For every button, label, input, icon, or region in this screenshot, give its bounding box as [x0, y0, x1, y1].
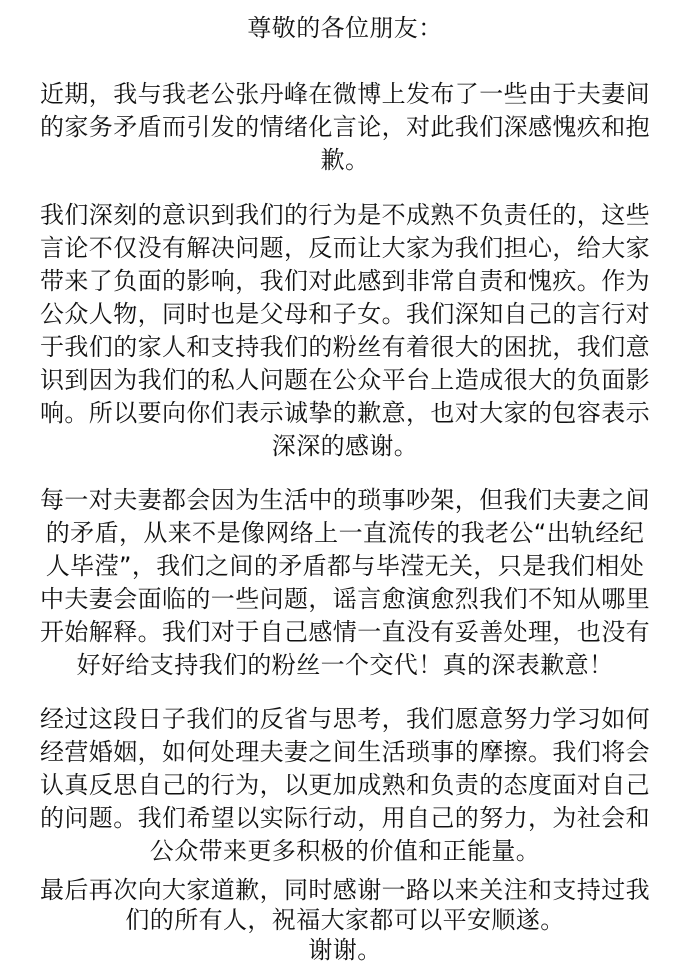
paragraph-2-line-1: 我们深刻的意识到我们的行为是不成熟不负责任的，这些	[40, 201, 650, 229]
paragraph-4-line-4: 的问题。我们希望以实际行动，用自己的努力，为社会和	[40, 804, 650, 832]
paragraph-4-line-2: 经营婚姻，如何处理夫妻之间生活琐事的摩擦。我们将会	[40, 738, 650, 766]
paragraph-4-line-1: 经过这段日子我们的反省与思考，我们愿意努力学习如何	[40, 705, 650, 733]
paragraph-3-line-1: 每一对夫妻都会因为生活中的琐事吵架，但我们夫妻之间	[40, 486, 650, 514]
paragraph-3-line-6: 好好给支持我们的粉丝一个交代！真的深表歉意！	[76, 651, 614, 679]
paragraph-5-line-2: 们的所有人，祝福大家都可以平安顺遂。	[125, 906, 565, 934]
paragraph-2-line-6: 识到因为我们的私人问题在公众平台上造成很大的负面影	[40, 366, 650, 394]
paragraph-2-line-4: 公众人物，同时也是父母和子女。我们深知自己的言行对	[40, 300, 650, 328]
paragraph-4-line-3: 认真反思自己的行为，以更加成熟和负责的态度面对自己	[40, 771, 650, 799]
paragraph-2-line-2: 言论不仅没有解决问题，反而让大家为我们担心，给大家	[40, 234, 650, 262]
paragraph-1-line-3: 歉。	[320, 146, 370, 174]
closing: 谢谢。	[308, 936, 382, 964]
paragraph-3-line-2: 的矛盾，从来不是像网络上一直流传的我老公“出轨经纪	[45, 519, 645, 547]
paragraph-1-line-2: 的家务矛盾而引发的情绪化言论，对此我们深感愧疚和抱	[40, 113, 650, 141]
paragraph-2-line-5: 于我们的家人和支持我们的粉丝有着很大的困扰，我们意	[40, 333, 650, 361]
paragraph-5-line-1: 最后再次向大家道歉，同时感谢一路以来关注和支持过我	[40, 876, 650, 904]
paragraph-2-line-8: 深深的感谢。	[271, 432, 419, 460]
paragraph-3-line-3: 人毕滢”，我们之间的矛盾都与毕滢无关，只是我们相处	[45, 552, 645, 580]
paragraph-4-line-5: 公众带来更多积极的价值和正能量。	[149, 837, 541, 865]
paragraph-3-line-5: 开始解释。我们对于自己感情一直没有妥善处理，也没有	[40, 618, 650, 646]
paragraph-2-line-3: 带来了负面的影响，我们对此感到非常自责和愧疚。作为	[40, 267, 650, 295]
paragraph-3-line-4: 中夫妻会面临的一些问题，谣言愈演愈烈我们不知从哪里	[40, 585, 650, 613]
paragraph-1-line-1: 近期，我与我老公张丹峰在微博上发布了一些由于夫妻间	[40, 80, 650, 108]
salutation: 尊敬的各位朋友：	[247, 14, 443, 42]
paragraph-2-line-7: 响。所以要向你们表示诚挚的歉意，也对大家的包容表示	[40, 399, 650, 427]
